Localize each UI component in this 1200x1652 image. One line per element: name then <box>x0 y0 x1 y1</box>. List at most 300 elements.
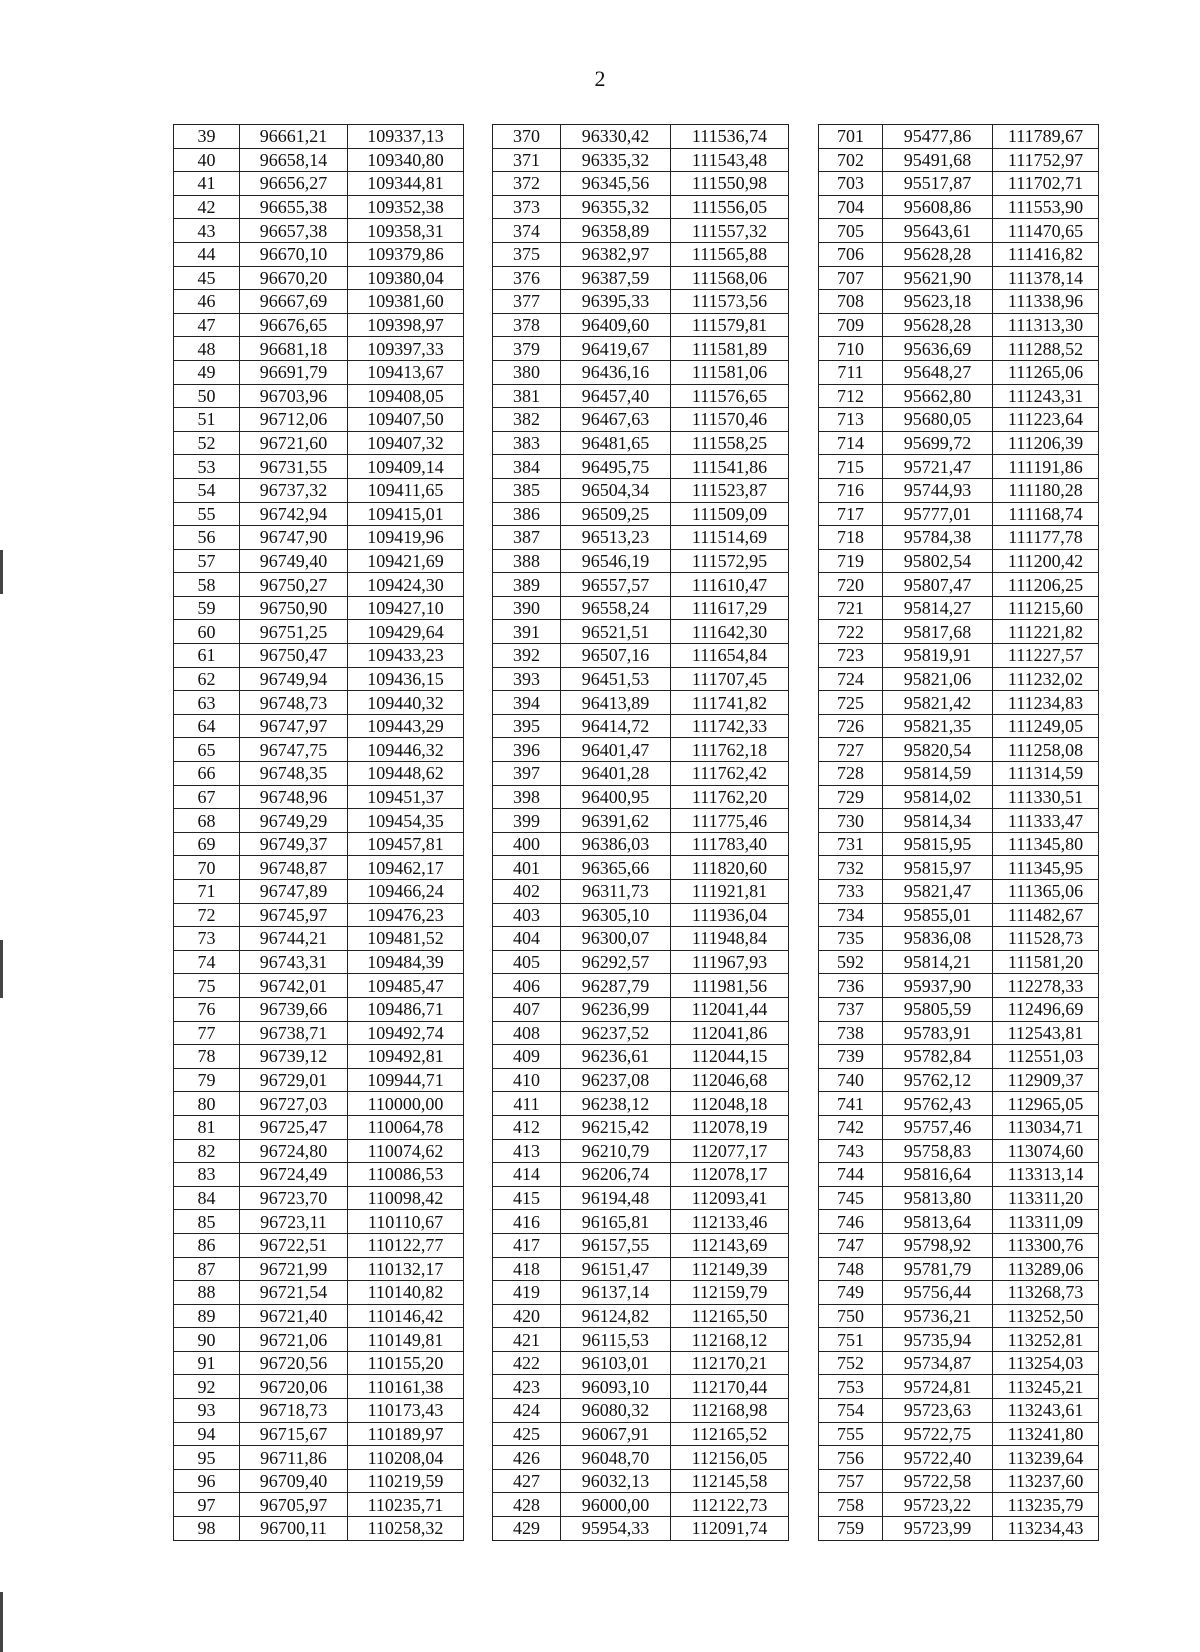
x-coordinate-cell: 96667,69 <box>240 290 348 314</box>
point-number-cell: 41 <box>174 172 240 196</box>
point-number-cell: 757 <box>819 1469 883 1493</box>
column-separator <box>789 785 819 809</box>
point-number-cell: 398 <box>493 785 561 809</box>
x-coordinate-cell: 95735,94 <box>883 1328 993 1352</box>
x-coordinate-cell: 95680,05 <box>883 408 993 432</box>
point-number-cell: 62 <box>174 667 240 691</box>
x-coordinate-cell: 96751,25 <box>240 620 348 644</box>
x-coordinate-cell: 96737,32 <box>240 478 348 502</box>
point-number-cell: 726 <box>819 714 883 738</box>
table-row <box>174 148 1099 172</box>
x-coordinate-cell: 96742,94 <box>240 502 348 526</box>
point-number-cell: 383 <box>493 431 561 455</box>
table-row <box>174 1351 1099 1375</box>
point-number-cell: 95 <box>174 1446 240 1470</box>
column-separator <box>789 1115 819 1139</box>
y-coordinate-cell: 111243,31 <box>993 384 1099 408</box>
point-number-cell: 98 <box>174 1517 240 1541</box>
point-number-cell: 718 <box>819 526 883 550</box>
point-number-cell: 93 <box>174 1399 240 1423</box>
y-coordinate-cell: 109380,04 <box>348 266 464 290</box>
point-number-cell: 49 <box>174 360 240 384</box>
x-coordinate-cell: 96345,56 <box>561 172 671 196</box>
x-coordinate-cell: 95636,69 <box>883 337 993 361</box>
column-separator <box>464 1399 493 1423</box>
point-number-cell: 79 <box>174 1068 240 1092</box>
point-number-cell: 78 <box>174 1045 240 1069</box>
x-coordinate-cell: 95724,81 <box>883 1375 993 1399</box>
y-coordinate-cell: 109429,64 <box>348 620 464 644</box>
y-coordinate-cell: 111365,06 <box>993 880 1099 904</box>
y-coordinate-cell: 113235,79 <box>993 1493 1099 1517</box>
point-number-cell: 40 <box>174 148 240 172</box>
y-coordinate-cell: 111215,60 <box>993 596 1099 620</box>
point-number-cell: 732 <box>819 856 883 880</box>
table-row <box>174 549 1099 573</box>
x-coordinate-cell: 96691,79 <box>240 360 348 384</box>
point-number-cell: 743 <box>819 1139 883 1163</box>
x-coordinate-cell: 96481,65 <box>561 431 671 455</box>
point-number-cell: 753 <box>819 1375 883 1399</box>
y-coordinate-cell: 109457,81 <box>348 832 464 856</box>
point-number-cell: 89 <box>174 1304 240 1328</box>
column-separator <box>464 1163 493 1187</box>
point-number-cell: 92 <box>174 1375 240 1399</box>
point-number-cell: 407 <box>493 997 561 1021</box>
x-coordinate-cell: 96721,54 <box>240 1281 348 1305</box>
y-coordinate-cell: 112077,17 <box>671 1139 789 1163</box>
y-coordinate-cell: 111775,46 <box>671 809 789 833</box>
y-coordinate-cell: 111470,65 <box>993 219 1099 243</box>
x-coordinate-cell: 96744,21 <box>240 927 348 951</box>
point-number-cell: 88 <box>174 1281 240 1305</box>
column-separator <box>464 148 493 172</box>
table-row <box>174 1257 1099 1281</box>
point-number-cell: 427 <box>493 1469 561 1493</box>
x-coordinate-cell: 95814,34 <box>883 809 993 833</box>
y-coordinate-cell: 111314,59 <box>993 762 1099 786</box>
x-coordinate-cell: 96103,01 <box>561 1351 671 1375</box>
x-coordinate-cell: 95744,93 <box>883 478 993 502</box>
x-coordinate-cell: 95820,54 <box>883 738 993 762</box>
y-coordinate-cell: 111482,67 <box>993 903 1099 927</box>
x-coordinate-cell: 96711,86 <box>240 1446 348 1470</box>
x-coordinate-cell: 95954,33 <box>561 1517 671 1541</box>
column-separator <box>464 549 493 573</box>
x-coordinate-cell: 96721,60 <box>240 431 348 455</box>
x-coordinate-cell: 96739,12 <box>240 1045 348 1069</box>
x-coordinate-cell: 96748,73 <box>240 691 348 715</box>
y-coordinate-cell: 112170,44 <box>671 1375 789 1399</box>
x-coordinate-cell: 95813,64 <box>883 1210 993 1234</box>
point-number-cell: 63 <box>174 691 240 715</box>
y-coordinate-cell: 110208,04 <box>348 1446 464 1470</box>
point-number-cell: 389 <box>493 573 561 597</box>
y-coordinate-cell: 110074,62 <box>348 1139 464 1163</box>
table-row <box>174 974 1099 998</box>
x-coordinate-cell: 96521,51 <box>561 620 671 644</box>
table-row <box>174 950 1099 974</box>
point-number-cell: 77 <box>174 1021 240 1045</box>
point-number-cell: 395 <box>493 714 561 738</box>
point-number-cell: 719 <box>819 549 883 573</box>
y-coordinate-cell: 109462,17 <box>348 856 464 880</box>
y-coordinate-cell: 111206,39 <box>993 431 1099 455</box>
point-number-cell: 720 <box>819 573 883 597</box>
y-coordinate-cell: 113268,73 <box>993 1281 1099 1305</box>
point-number-cell: 707 <box>819 266 883 290</box>
x-coordinate-cell: 96382,97 <box>561 242 671 266</box>
y-coordinate-cell: 109419,96 <box>348 526 464 550</box>
point-number-cell: 388 <box>493 549 561 573</box>
x-coordinate-cell: 96300,07 <box>561 927 671 951</box>
column-separator <box>464 337 493 361</box>
x-coordinate-cell: 95758,83 <box>883 1139 993 1163</box>
point-number-cell: 396 <box>493 738 561 762</box>
x-coordinate-cell: 96287,79 <box>561 974 671 998</box>
point-number-cell: 74 <box>174 950 240 974</box>
y-coordinate-cell: 109358,31 <box>348 219 464 243</box>
y-coordinate-cell: 111556,05 <box>671 195 789 219</box>
point-number-cell: 372 <box>493 172 561 196</box>
point-number-cell: 426 <box>493 1446 561 1470</box>
point-number-cell: 416 <box>493 1210 561 1234</box>
point-number-cell: 737 <box>819 997 883 1021</box>
column-separator <box>789 1422 819 1446</box>
page-number: 2 <box>594 66 606 91</box>
point-number-cell: 752 <box>819 1351 883 1375</box>
point-number-cell: 725 <box>819 691 883 715</box>
point-number-cell: 72 <box>174 903 240 927</box>
y-coordinate-cell: 111936,04 <box>671 903 789 927</box>
point-number-cell: 57 <box>174 549 240 573</box>
x-coordinate-cell: 96723,70 <box>240 1186 348 1210</box>
column-separator <box>789 620 819 644</box>
point-number-cell: 739 <box>819 1045 883 1069</box>
y-coordinate-cell: 110110,67 <box>348 1210 464 1234</box>
table-row <box>174 1045 1099 1069</box>
column-separator <box>464 1233 493 1257</box>
column-separator <box>789 903 819 927</box>
x-coordinate-cell: 95723,99 <box>883 1517 993 1541</box>
y-coordinate-cell: 109413,67 <box>348 360 464 384</box>
point-number-cell: 391 <box>493 620 561 644</box>
table-row <box>174 1493 1099 1517</box>
x-coordinate-cell: 96715,67 <box>240 1422 348 1446</box>
x-coordinate-cell: 96700,11 <box>240 1517 348 1541</box>
point-number-cell: 86 <box>174 1233 240 1257</box>
table-row <box>174 478 1099 502</box>
y-coordinate-cell: 109443,29 <box>348 714 464 738</box>
point-number-cell: 87 <box>174 1257 240 1281</box>
x-coordinate-cell: 95734,87 <box>883 1351 993 1375</box>
y-coordinate-cell: 111579,81 <box>671 313 789 337</box>
x-coordinate-cell: 96731,55 <box>240 455 348 479</box>
point-number-cell: 399 <box>493 809 561 833</box>
x-coordinate-cell: 96748,35 <box>240 762 348 786</box>
column-separator <box>789 384 819 408</box>
y-coordinate-cell: 110258,32 <box>348 1517 464 1541</box>
y-coordinate-cell: 109407,32 <box>348 431 464 455</box>
point-number-cell: 748 <box>819 1257 883 1281</box>
point-number-cell: 379 <box>493 337 561 361</box>
x-coordinate-cell: 95722,40 <box>883 1446 993 1470</box>
point-number-cell: 401 <box>493 856 561 880</box>
x-coordinate-cell: 95781,79 <box>883 1257 993 1281</box>
y-coordinate-cell: 111783,40 <box>671 832 789 856</box>
y-coordinate-cell: 111762,42 <box>671 762 789 786</box>
y-coordinate-cell: 112278,33 <box>993 974 1099 998</box>
y-coordinate-cell: 109424,30 <box>348 573 464 597</box>
point-number-cell: 710 <box>819 337 883 361</box>
column-separator <box>464 880 493 904</box>
column-separator <box>464 691 493 715</box>
column-separator <box>464 408 493 432</box>
x-coordinate-cell: 96414,72 <box>561 714 671 738</box>
point-number-cell: 716 <box>819 478 883 502</box>
table-row <box>174 384 1099 408</box>
y-coordinate-cell: 111168,74 <box>993 502 1099 526</box>
x-coordinate-cell: 95628,28 <box>883 313 993 337</box>
column-separator <box>464 997 493 1021</box>
x-coordinate-cell: 96330,42 <box>561 125 671 149</box>
point-number-cell: 746 <box>819 1210 883 1234</box>
column-separator <box>789 1493 819 1517</box>
x-coordinate-cell: 96724,80 <box>240 1139 348 1163</box>
y-coordinate-cell: 109411,65 <box>348 478 464 502</box>
x-coordinate-cell: 95699,72 <box>883 431 993 455</box>
column-separator <box>464 526 493 550</box>
point-number-cell: 70 <box>174 856 240 880</box>
x-coordinate-cell: 96657,38 <box>240 219 348 243</box>
point-number-cell: 373 <box>493 195 561 219</box>
column-separator <box>789 549 819 573</box>
point-number-cell: 413 <box>493 1139 561 1163</box>
table-row <box>174 573 1099 597</box>
column-separator <box>789 1281 819 1305</box>
point-number-cell: 56 <box>174 526 240 550</box>
point-number-cell: 708 <box>819 290 883 314</box>
column-separator <box>464 360 493 384</box>
point-number-cell: 64 <box>174 714 240 738</box>
point-number-cell: 386 <box>493 502 561 526</box>
y-coordinate-cell: 111345,95 <box>993 856 1099 880</box>
y-coordinate-cell: 113234,43 <box>993 1517 1099 1541</box>
point-number-cell: 371 <box>493 148 561 172</box>
x-coordinate-cell: 96722,51 <box>240 1233 348 1257</box>
column-separator <box>464 832 493 856</box>
table-row <box>174 620 1099 644</box>
point-number-cell: 58 <box>174 573 240 597</box>
column-separator <box>464 738 493 762</box>
y-coordinate-cell: 109476,23 <box>348 903 464 927</box>
x-coordinate-cell: 96504,34 <box>561 478 671 502</box>
point-number-cell: 749 <box>819 1281 883 1305</box>
y-coordinate-cell: 109398,97 <box>348 313 464 337</box>
point-number-cell: 370 <box>493 125 561 149</box>
point-number-cell: 374 <box>493 219 561 243</box>
point-number-cell: 85 <box>174 1210 240 1234</box>
y-coordinate-cell: 111378,14 <box>993 266 1099 290</box>
column-separator <box>464 1375 493 1399</box>
point-number-cell: 387 <box>493 526 561 550</box>
x-coordinate-cell: 96237,52 <box>561 1021 671 1045</box>
point-number-cell: 73 <box>174 927 240 951</box>
x-coordinate-cell: 96720,06 <box>240 1375 348 1399</box>
point-number-cell: 706 <box>819 242 883 266</box>
point-number-cell: 382 <box>493 408 561 432</box>
point-number-cell: 728 <box>819 762 883 786</box>
table-row <box>174 360 1099 384</box>
x-coordinate-cell: 95628,28 <box>883 242 993 266</box>
column-separator <box>789 691 819 715</box>
column-separator <box>464 384 493 408</box>
x-coordinate-cell: 96507,16 <box>561 644 671 668</box>
point-number-cell: 425 <box>493 1422 561 1446</box>
column-separator <box>789 1375 819 1399</box>
x-coordinate-cell: 96387,59 <box>561 266 671 290</box>
y-coordinate-cell: 113034,71 <box>993 1115 1099 1139</box>
y-coordinate-cell: 111265,06 <box>993 360 1099 384</box>
y-coordinate-cell: 110155,20 <box>348 1351 464 1375</box>
table-row <box>174 1469 1099 1493</box>
y-coordinate-cell: 109454,35 <box>348 809 464 833</box>
point-number-cell: 68 <box>174 809 240 833</box>
column-separator <box>464 1257 493 1281</box>
point-number-cell: 406 <box>493 974 561 998</box>
x-coordinate-cell: 96467,63 <box>561 408 671 432</box>
x-coordinate-cell: 96725,47 <box>240 1115 348 1139</box>
point-number-cell: 66 <box>174 762 240 786</box>
coordinates-table <box>173 124 1099 1541</box>
point-number-cell: 43 <box>174 219 240 243</box>
y-coordinate-cell: 109448,62 <box>348 762 464 786</box>
point-number-cell: 375 <box>493 242 561 266</box>
y-coordinate-cell: 109409,14 <box>348 455 464 479</box>
y-coordinate-cell: 111581,89 <box>671 337 789 361</box>
column-separator <box>789 927 819 951</box>
x-coordinate-cell: 96419,67 <box>561 337 671 361</box>
y-coordinate-cell: 109433,23 <box>348 644 464 668</box>
x-coordinate-cell: 96093,10 <box>561 1375 671 1399</box>
point-number-cell: 411 <box>493 1092 561 1116</box>
table-row <box>174 1068 1099 1092</box>
scan-edge-mark <box>0 1592 3 1652</box>
column-separator <box>464 714 493 738</box>
point-number-cell: 67 <box>174 785 240 809</box>
x-coordinate-cell: 96747,75 <box>240 738 348 762</box>
x-coordinate-cell: 96509,25 <box>561 502 671 526</box>
x-coordinate-cell: 96749,29 <box>240 809 348 833</box>
x-coordinate-cell: 96137,14 <box>561 1281 671 1305</box>
x-coordinate-cell: 95814,21 <box>883 950 993 974</box>
column-separator <box>789 526 819 550</box>
x-coordinate-cell: 96215,42 <box>561 1115 671 1139</box>
column-separator <box>789 502 819 526</box>
y-coordinate-cell: 113074,60 <box>993 1139 1099 1163</box>
x-coordinate-cell: 96457,40 <box>561 384 671 408</box>
x-coordinate-cell: 95821,06 <box>883 667 993 691</box>
column-separator <box>789 714 819 738</box>
y-coordinate-cell: 113241,80 <box>993 1422 1099 1446</box>
y-coordinate-cell: 111654,84 <box>671 644 789 668</box>
column-separator <box>789 337 819 361</box>
column-separator <box>464 856 493 880</box>
x-coordinate-cell: 95821,42 <box>883 691 993 715</box>
y-coordinate-cell: 110064,78 <box>348 1115 464 1139</box>
table-row <box>174 1446 1099 1470</box>
point-number-cell: 744 <box>819 1163 883 1187</box>
point-number-cell: 76 <box>174 997 240 1021</box>
point-number-cell: 592 <box>819 950 883 974</box>
column-separator <box>464 195 493 219</box>
y-coordinate-cell: 109486,71 <box>348 997 464 1021</box>
column-separator <box>789 1186 819 1210</box>
table-row <box>174 785 1099 809</box>
y-coordinate-cell: 111333,47 <box>993 809 1099 833</box>
column-separator <box>464 478 493 502</box>
y-coordinate-cell: 111330,51 <box>993 785 1099 809</box>
y-coordinate-cell: 111707,45 <box>671 667 789 691</box>
y-coordinate-cell: 111258,08 <box>993 738 1099 762</box>
scan-edge-mark <box>0 550 3 594</box>
coordinates-table-body <box>174 125 1099 1541</box>
y-coordinate-cell: 112048,18 <box>671 1092 789 1116</box>
point-number-cell: 80 <box>174 1092 240 1116</box>
point-number-cell: 702 <box>819 148 883 172</box>
x-coordinate-cell: 96718,73 <box>240 1399 348 1423</box>
y-coordinate-cell: 111921,81 <box>671 880 789 904</box>
x-coordinate-cell: 96743,31 <box>240 950 348 974</box>
x-coordinate-cell: 95623,18 <box>883 290 993 314</box>
x-coordinate-cell: 96194,48 <box>561 1186 671 1210</box>
y-coordinate-cell: 111553,90 <box>993 195 1099 219</box>
point-number-cell: 47 <box>174 313 240 337</box>
column-separator <box>464 1021 493 1045</box>
column-separator <box>789 195 819 219</box>
point-number-cell: 81 <box>174 1115 240 1139</box>
table-row <box>174 880 1099 904</box>
y-coordinate-cell: 111948,84 <box>671 927 789 951</box>
column-separator <box>789 455 819 479</box>
y-coordinate-cell: 109337,13 <box>348 125 464 149</box>
table-row <box>174 927 1099 951</box>
column-separator <box>464 927 493 951</box>
table-row <box>174 219 1099 243</box>
y-coordinate-cell: 109352,38 <box>348 195 464 219</box>
table-row <box>174 738 1099 762</box>
y-coordinate-cell: 112145,58 <box>671 1469 789 1493</box>
y-coordinate-cell: 109492,74 <box>348 1021 464 1045</box>
column-separator <box>789 997 819 1021</box>
y-coordinate-cell: 112143,69 <box>671 1233 789 1257</box>
column-separator <box>789 172 819 196</box>
column-separator <box>789 644 819 668</box>
column-separator <box>789 1257 819 1281</box>
column-separator <box>789 1045 819 1069</box>
point-number-cell: 393 <box>493 667 561 691</box>
column-separator <box>464 1351 493 1375</box>
table-row <box>174 1021 1099 1045</box>
y-coordinate-cell: 112122,73 <box>671 1493 789 1517</box>
point-number-cell: 39 <box>174 125 240 149</box>
y-coordinate-cell: 109381,60 <box>348 290 464 314</box>
table-row <box>174 691 1099 715</box>
x-coordinate-cell: 96513,23 <box>561 526 671 550</box>
x-coordinate-cell: 96413,89 <box>561 691 671 715</box>
y-coordinate-cell: 112170,21 <box>671 1351 789 1375</box>
point-number-cell: 385 <box>493 478 561 502</box>
